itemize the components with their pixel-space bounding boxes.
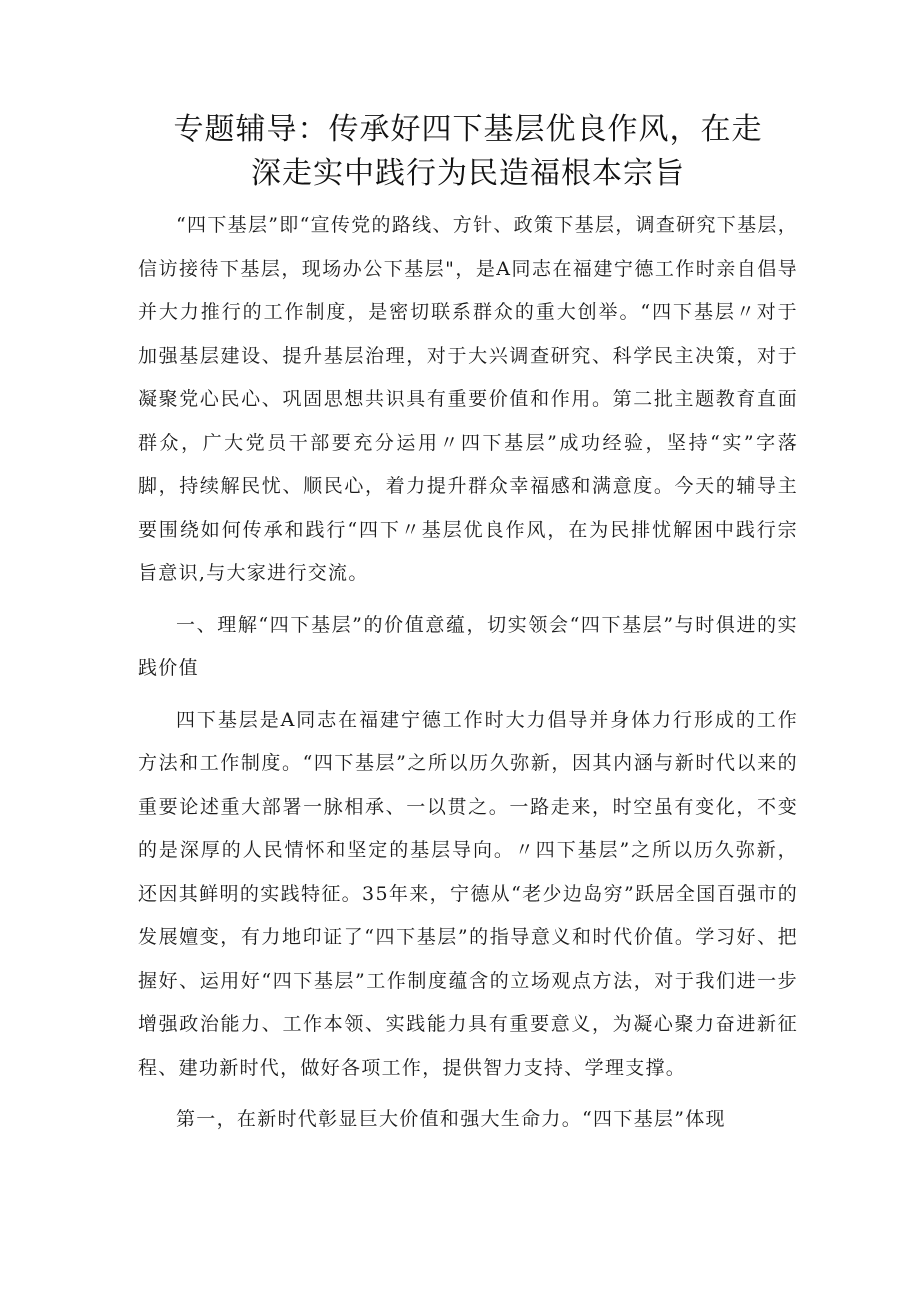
section-heading-1: 一、理解“四下基层”的价值意蕴，切实领会“四下基层”与时俱进的实践价值 bbox=[138, 613, 798, 679]
paragraph-first-point: 第一，在新时代彰显巨大价值和强大生命力。“四下基层”体现 bbox=[176, 1108, 726, 1130]
paragraph-intro: “四下基层”即“宣传党的路线、方针、政策下基层，调查研究下基层，信访接待下基层，现场办公下基层"，是A同志在福建宁德工作时亲自倡导并大力推行的工作制度，是密切联系群众的重大创举。“四下基层〃对于加强基层建设、提升基层治理，对于大兴调查研究、科学民主决策，对于凝聚党心民心、巩固思想共识具有重要价值和作用。第二批主题教育直面群众，广大党员干部要充分运用〃四下基层”成功经验，坚持“实”字落脚，持续解民忧、顺民心，着力提升群众幸福感和满意度。今天的辅导主要围绕如何传承和践行“四下〃基层优良作风，在为民排忧解困中践行宗旨意识,与大家进行交流。 bbox=[138, 214, 798, 584]
title-line-2: 深走实中践行为民造福根本宗旨 bbox=[251, 156, 685, 191]
paragraph-section-1: 四下基层是A同志在福建宁德工作时大力倡导并身体力行形成的工作方法和工作制度。“四下基层”之所以历久弥新，因其内涵与新时代以来的重要论述重大部署一脉相承、一以贯之。一路走来，时空虽有变化，不变的是深厚的人民情怀和坚定的基层导向。〃四下基层”之所以历久弥新，还因其鲜明的实践特征。35年来，宁德从“老少边岛穷”跃居全国百强市的发展嬗变，有力地印证了“四下基层”的指导意义和时代价值。学习好、把握好、运用好“四下基层”工作制度蕴含的立场观点方法，对于我们进一步增强政治能力、工作本领、实践能力具有重要意义，为凝心聚力奋进新征程、建功新时代，做好各项工作，提供智力支持、学理支撑。 bbox=[138, 708, 798, 1079]
document-page bbox=[138, 108, 798, 1142]
title-line-1: 专题辅导：传承好四下基层优良作风，在走 bbox=[173, 112, 763, 147]
document-title bbox=[138, 108, 798, 196]
